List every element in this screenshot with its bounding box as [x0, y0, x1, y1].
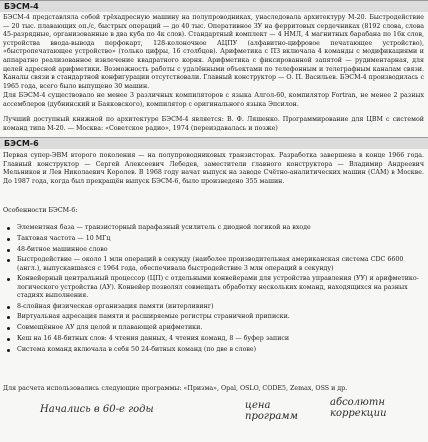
- feature-item: Совмещённое АУ для целой и плавающей арифметики.: [3, 324, 421, 332]
- handwritten-note-1: Начались в 60-е годы: [40, 404, 154, 415]
- besm6-description: Первая супер-ЭВМ второго поколения — на полупроводниковых транзисторах. Разработка завершена в конце 1966 года. Главный конструктор — Сергей Алексеевич Лебедев, заместители главного конструктора — Владимир Андреевич Мельников и Лев Николаевич Королев. В 1968 году начат выпуск на заводе Счётно-аналитических машин (САМ) в Москве. До 1987 года, когда был прекращён выпуск БЭСМ-6, было произведено 355 машин.: [3, 152, 424, 185]
- handwritten-note-2: цена программ: [245, 400, 298, 422]
- feature-item: 48-битное машинное слово: [3, 246, 421, 254]
- besm6-features-list: [3, 224, 421, 357]
- feature-item: Элементная база — транзисторный парафазный усилитель с диодной логикой на входе: [3, 224, 421, 232]
- feature-item: Виртуальная адресация памяти и расширяемые регистры страничной приписки.: [3, 313, 421, 321]
- section-title-besm6: БЭСМ-6: [0, 137, 428, 149]
- besm6-features-label: Особенности БЭСМ-6:: [3, 207, 78, 214]
- feature-item: Быстродействие — около 1 млн операций в секунду (наиболее производительная американская система CDC 6600 (англ.), выпускавшаяся с 1964 года, обеспечивала быстродействие 3 млн операций в секунду): [3, 256, 421, 272]
- besm4-reference: Лучший доступный книжной по архитектуре БЭСМ-4 является: В. Ф. Ляшенко. Программирование для ЦВМ с системой команд типа М-20. — Москва: «Советское радио», 1974 (переиздавалась и позже): [3, 116, 424, 132]
- handwritten-note-3: абсолютн коррекции: [330, 397, 387, 419]
- programs-line: Для расчета использовались следующие программы: «Призма», Opal, OSLO, CODE5, Zemax, OSS и др.: [3, 385, 348, 392]
- section-title-besm4: БЭСМ-4: [0, 0, 428, 12]
- besm4-compilers: Для БЭСМ-4 существовало не менее 3 различных компиляторов с языка Алгол-60, компилятор Fortran, не менее 2 разных ассемблеров (дубнинский и Баяковского), компилятор с оригинального языка Эпсилон.: [3, 92, 424, 108]
- feature-item: Система команд включала в себя 50 24-битных команд (по две в слове): [3, 346, 421, 354]
- feature-item: Конвейерный центральный процессор (ЦП) с отдельными конвейерами для устройства управления (УУ) и арифметико-логического устройства (АУ). Конвейер позволял совмещать обработку нескольких команд, находящихся на разных стадиях выполнения.: [3, 275, 421, 300]
- feature-item: Тактовая частота — 10 МГц: [3, 235, 421, 243]
- feature-item: Кеш на 16 48-битных слов: 4 чтения данных, 4 чтения команд, 8 — буфер записи: [3, 335, 421, 343]
- besm4-description: БЭСМ-4 представляла собой трёхадресную машину на полупроводниках, унаследовала архитектуру М-20. Быстродействие — 20 тыс. плавающих оп./с, быстрых операций — до 40 тыс. Оперативное ЗУ на ферритовых сердечниках (8192 слова, слова 45-разрядные, организованные в два куба по 4к слов). Стандартный комплект — 4 НМЛ, 4 магнитных барабана по 16к слов, устройства ввода-вывода перфокарт, 128-колоночное АЦПУ (алфавитно-цифровое печатающее устройство), «быстропечатающее устройство» (только цифры, 16 столбцов). Арифметика с ПЗ включала 4 команды с модификациями и аппаратно реализованное извлечение квадратного корня. Арифметика с фиксированной запятой — рудиментарная, для целей адресной арифметики. Возможность работы с удалёнными объектами по телефонным и телеграфным каналам связи. Каналы связи в стандартной конфигурации отсутствовали. Главный конструктор — О. П. Васильев. БЭСМ-4 производилась с 1965 года, всего было выпущено 30 машин.: [3, 14, 424, 90]
- feature-item: 8-слойная физическая организация памяти (интерливинг): [3, 303, 421, 311]
